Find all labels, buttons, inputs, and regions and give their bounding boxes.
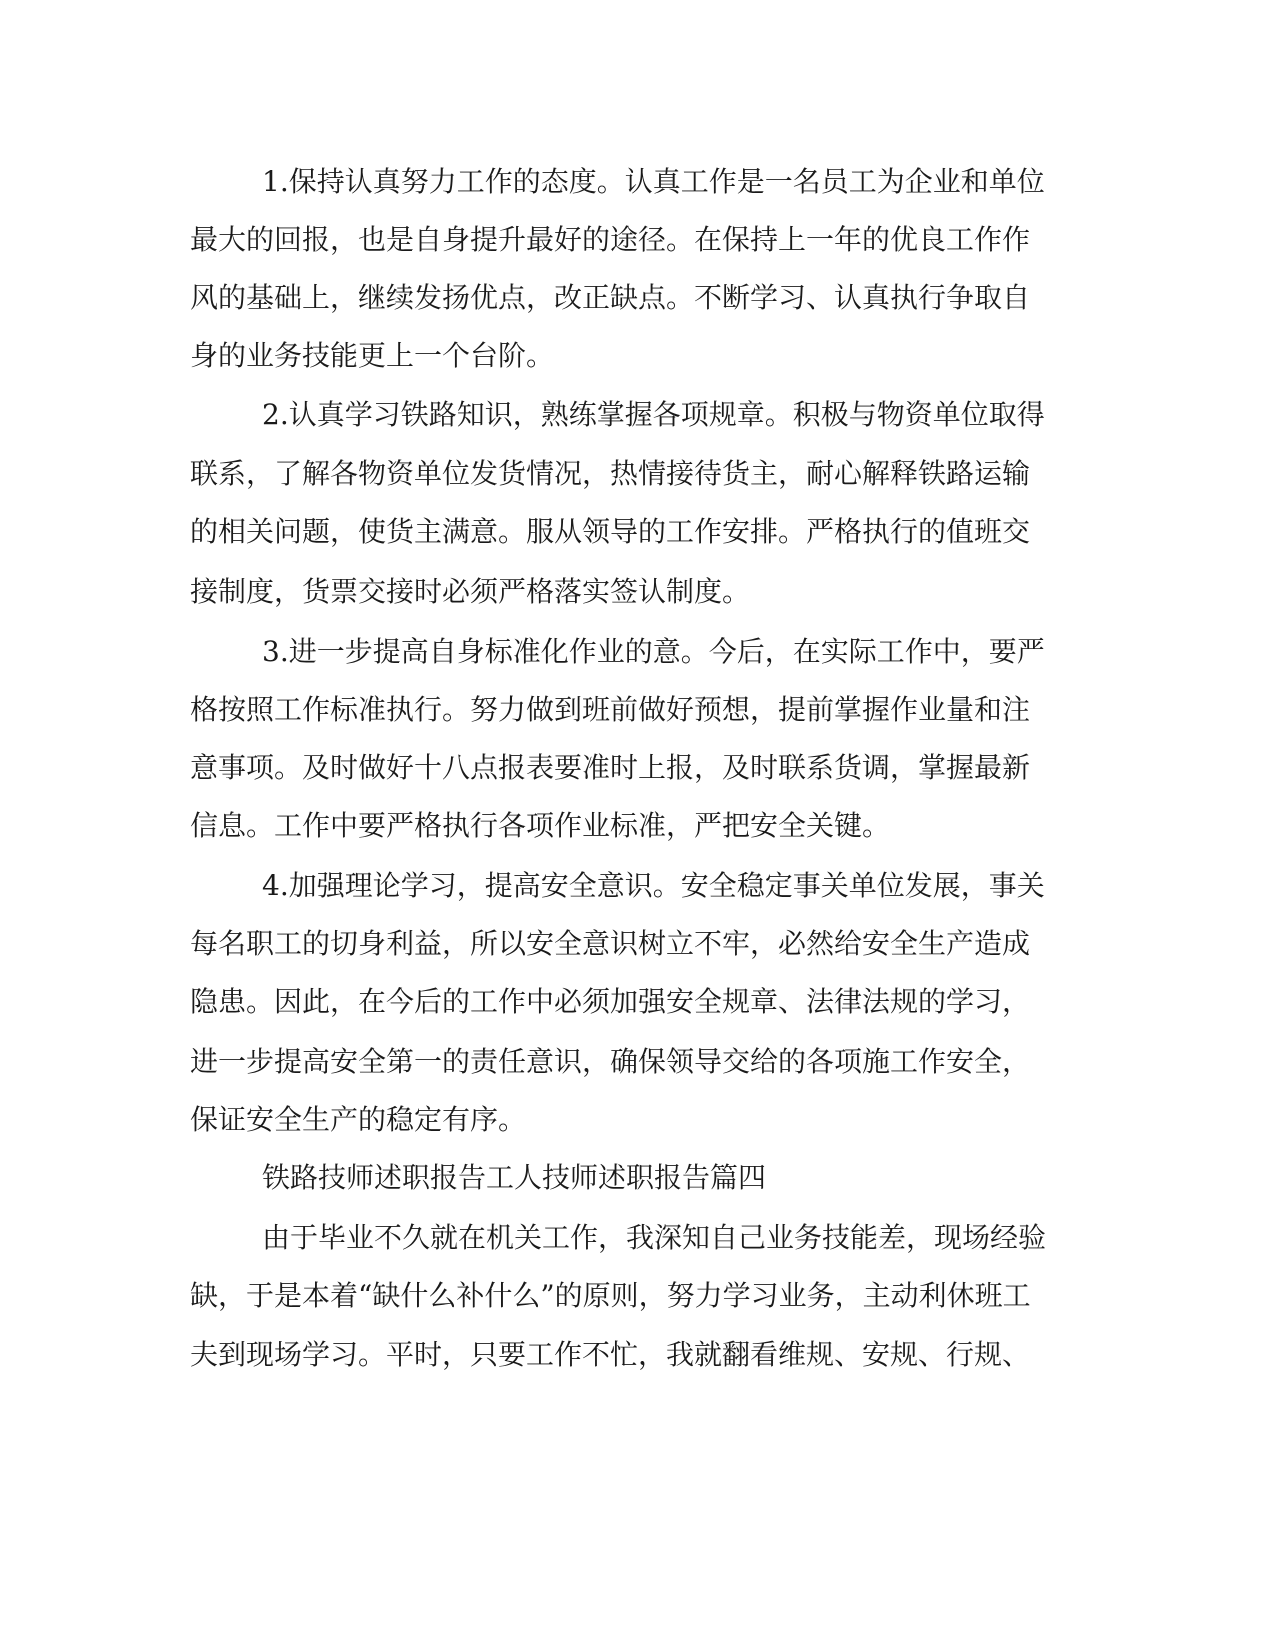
paragraph-1-line-1: 1.保持认真努力工作的态度。认真工作是一名员工为企业和单位 bbox=[262, 165, 1045, 198]
paragraph-3-line-4: 信息。工作中要严格执行各项作业标准，严把安全关键。 bbox=[190, 809, 891, 842]
paragraph-4-line-1: 4.加强理论学习，提高安全意识。安全稳定事关单位发展，事关 bbox=[262, 869, 1045, 902]
paragraph-2-line-3: 的相关问题，使货主满意。服从领导的工作安排。严格执行的值班交 bbox=[190, 515, 1031, 548]
paragraph-4-line-5: 保证安全生产的稳定有序。 bbox=[190, 1103, 527, 1136]
paragraph-1-line-2: 最大的回报，也是自身提升最好的途径。在保持上一年的优良工作作 bbox=[190, 223, 1031, 256]
paragraph-5-line-3: 夫到现场学习。平时，只要工作不忙，我就翻看维规、安规、行规、 bbox=[190, 1338, 1031, 1371]
paragraph-2-line-1: 2.认真学习铁路知识，熟练掌握各项规章。积极与物资单位取得 bbox=[262, 398, 1045, 431]
paragraph-1-line-4: 身的业务技能更上一个台阶。 bbox=[190, 339, 555, 372]
paragraph-4-line-4: 进一步提高安全第一的责任意识，确保领导交给的各项施工作安全， bbox=[190, 1045, 1031, 1078]
paragraph-1-line-3: 风的基础上，继续发扬优点，改正缺点。不断学习、认真执行争取自 bbox=[190, 281, 1031, 314]
paragraph-5-line-1: 由于毕业不久就在机关工作，我深知自己业务技能差，现场经验 bbox=[262, 1221, 1047, 1254]
paragraph-4-line-3: 隐患。因此，在今后的工作中必须加强安全规章、法律法规的学习， bbox=[190, 985, 1031, 1018]
section-heading: 铁路技师述职报告工人技师述职报告篇四 bbox=[262, 1161, 767, 1194]
paragraph-3-line-2: 格按照工作标准执行。努力做到班前做好预想，提前掌握作业量和注 bbox=[190, 693, 1031, 726]
paragraph-3-line-1: 3.进一步提高自身标准化作业的意。今后，在实际工作中，要严 bbox=[262, 635, 1045, 668]
paragraph-2-line-4: 接制度，货票交接时必须严格落实签认制度。 bbox=[190, 575, 751, 608]
paragraph-3-line-3: 意事项。及时做好十八点报表要准时上报，及时联系货调，掌握最新 bbox=[190, 751, 1031, 784]
paragraph-5-line-2: 缺，于是本着“缺什么补什么”的原则，努力学习业务，主动利休班工 bbox=[190, 1279, 1031, 1312]
paragraph-4-line-2: 每名职工的切身利益，所以安全意识树立不牢，必然给安全生产造成 bbox=[190, 927, 1031, 960]
paragraph-2-line-2: 联系，了解各物资单位发货情况，热情接待货主，耐心解释铁路运输 bbox=[190, 457, 1031, 490]
